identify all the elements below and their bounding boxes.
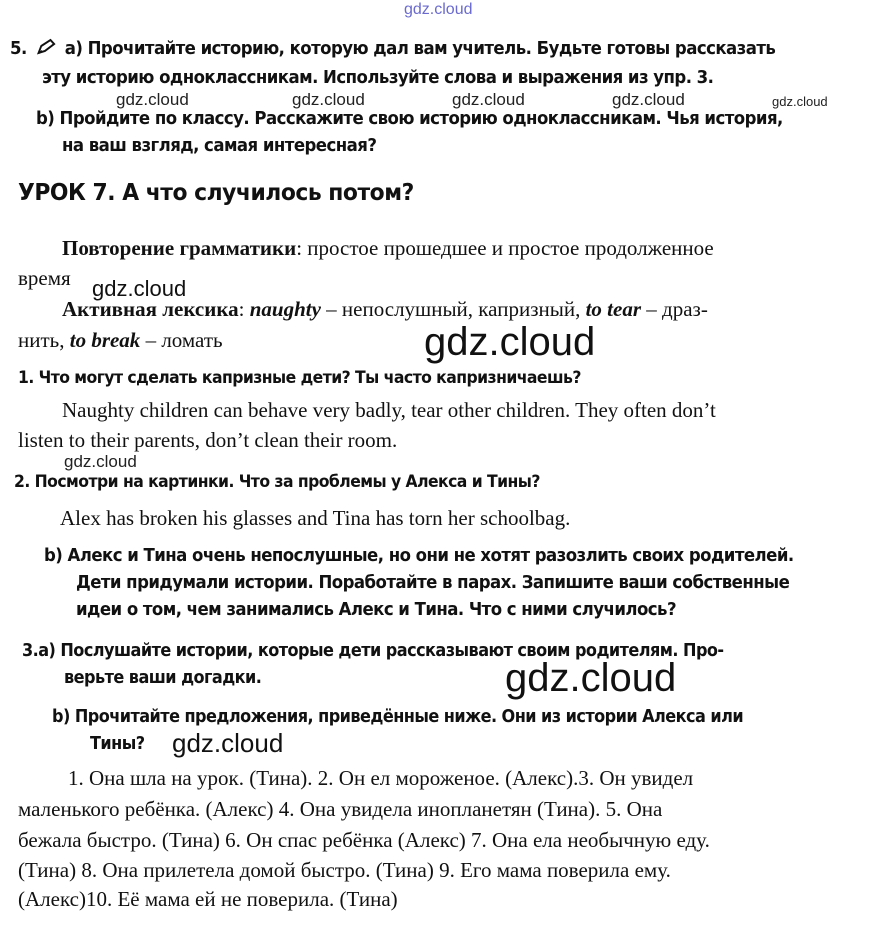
vocab-word: to tear [585,297,642,321]
watermark: gdz.cloud [116,90,189,109]
watermark: gdz.cloud [424,320,596,364]
task3-answer-line1: 1. Она шла на урок. (Тина). 2. Он ел мороженое. (Алекс).3. Он увидел [68,766,694,790]
task1-question: 1. Что могут сделать капризные дети? Ты часто капризничаешь? [18,368,581,388]
watermark-top: gdz.cloud [404,1,473,18]
task5-a-text: a) Прочитайте историю, которую дал вам учитель. Будьте готовы рассказать [64,38,776,59]
task2-question: 2. Посмотри на картинки. Что за проблемы у Алекса и Тины? [14,472,540,492]
watermark: gdz.cloud [772,94,828,109]
task3-b-line2: Тины? [90,734,145,754]
watermark: gdz.cloud [505,656,677,700]
task3-a-line2: верьте ваши догадки. [64,668,262,688]
vocab-translation: – драз- [641,297,708,321]
task2-b-line3: идеи о том, чем занимались Алекс и Тина. Что с ними случилось? [76,599,677,620]
task1-answer-line2: listen to their parents, don’t clean their room. [18,428,398,452]
vocab-translation: – непослушный, капризный, [320,297,586,321]
vocab-word: naughty [249,297,321,321]
task2-b-line2: Дети придумали истории. Поработайте в парах. Запишите ваши собственные [76,572,790,593]
task3-b-line1: b) Прочитайте предложения, приведённые ниже. Они из истории Алекса или [52,707,744,727]
watermark: gdz.cloud [292,90,365,109]
vocab-colon: : [238,297,250,321]
watermark: gdz.cloud [64,452,137,471]
vocab-translation: нить, [18,328,70,352]
pencil-icon [36,38,56,61]
vocab-label: Активная лексика [62,297,239,321]
task3-a-line1: 3.a) Послушайте истории, которые дети рассказывают своим родителям. Про- [22,641,724,661]
task5-a-line2: эту историю одноклассникам. Используйте слова и выражения из упр. 3. [42,67,714,88]
lesson-title: УРОК 7. А что случилось потом? [18,180,414,206]
grammar-line [62,236,714,261]
task5-b-line2: на ваш взгляд, самая интересная? [62,135,377,156]
grammar-label: Повторение грамматики [62,236,297,260]
task3-answer-line5: (Алекс)10. Её мама ей не поверила. (Тина) [18,887,398,911]
grammar-line2: время [18,266,71,290]
watermark: gdz.cloud [172,728,284,758]
watermark: gdz.cloud [452,90,525,109]
vocab-line1 [62,297,708,322]
task2-b-line1: b) Алекс и Тина очень непослушные, но они не хотят разозлить своих родителей. [44,545,794,566]
vocab-word: to break [69,328,141,352]
watermark: gdz.cloud [612,90,685,109]
task2-answer: Alex has broken his glasses and Tina has torn her schoolbag. [60,506,571,530]
vocab-translation: – ломать [140,328,223,352]
task5-b-line1: b) Пройдите по классу. Расскажите свою историю одноклассникам. Чья история, [36,108,783,129]
vocab-line2 [18,328,223,353]
grammar-text: : простое прошедшее и простое продолженное [296,236,714,260]
task3-answer-line4: (Тина) 8. Она прилетела домой быстро. (Тина) 9. Его мама поверила ему. [18,858,671,882]
task3-answer-line2: маленького ребёнка. (Алекс) 4. Она увидела инопланетян (Тина). 5. Она [18,797,663,821]
watermark: gdz.cloud [92,276,187,301]
task5-a-line1 [10,38,775,61]
task1-answer-line1: Naughty children can behave very badly, tear other children. They often don’t [62,398,716,422]
task5-number: 5. [10,38,27,59]
task3-answer-line3: бежала быстро. (Тина) 6. Он спас ребёнка (Алекс) 7. Она ела необычную еду. [18,828,710,852]
